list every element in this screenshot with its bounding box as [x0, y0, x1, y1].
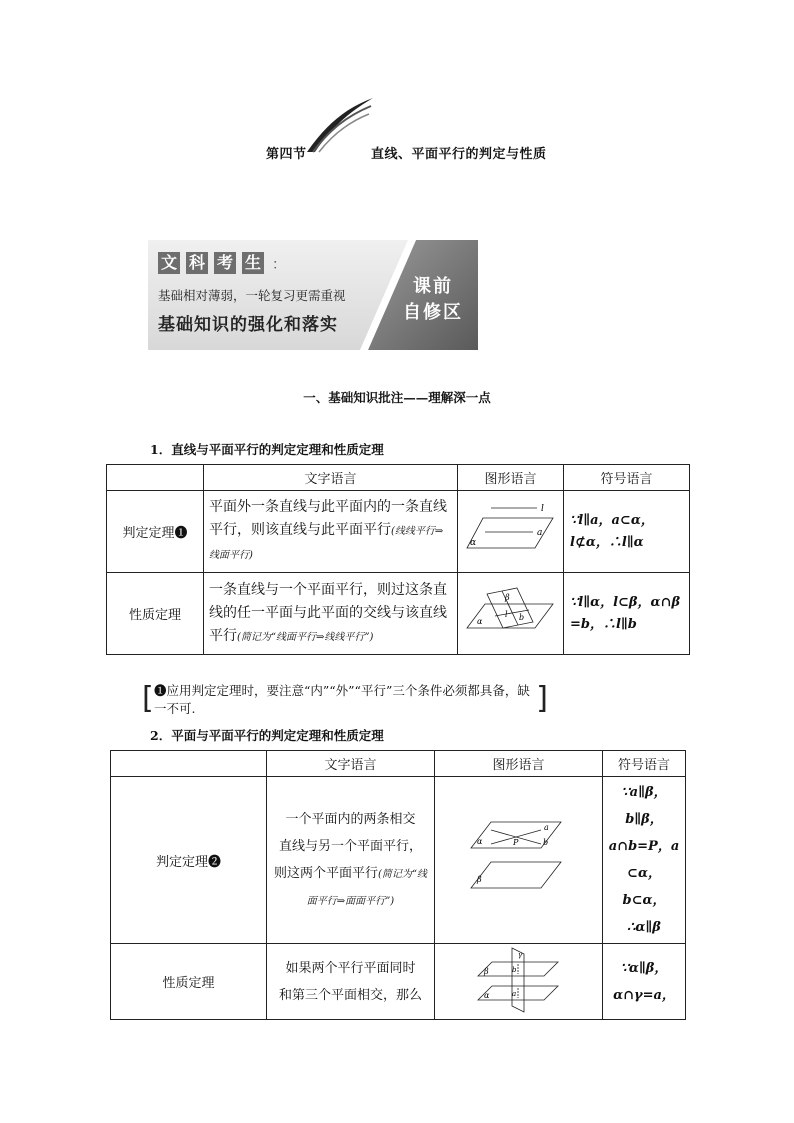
- header-cell: 图形语言: [435, 751, 603, 777]
- text-language-cell: [204, 491, 458, 573]
- header-cell: [111, 751, 267, 777]
- left-bracket: [: [142, 681, 154, 716]
- symbol-line: α∩γ=a，: [613, 987, 675, 1003]
- line-plane-parallel-table: [106, 464, 690, 655]
- banner-right-label: [394, 274, 472, 326]
- theorem-line-text: 则这两个平面平行: [273, 866, 378, 881]
- symbol-line: l⊄α，∴l∥α: [570, 534, 644, 550]
- label-a: a: [536, 527, 542, 538]
- banner-tag-char: 科: [186, 252, 208, 274]
- figure-cell: [435, 944, 603, 1020]
- symbol-line: ⊂α，: [627, 866, 661, 881]
- text-language-cell: [204, 573, 458, 655]
- theorem-text: 平面外一条直线与此平面内的一条直线平行，则该直线与此平面平行: [209, 499, 447, 538]
- row-label: 性质定理: [107, 573, 204, 655]
- label-beta: β: [504, 592, 510, 602]
- theorem-line: [271, 860, 430, 914]
- theorem-line: 一个平面内的两条相交: [285, 812, 416, 827]
- section-number: 第四节: [266, 147, 307, 162]
- text-language-cell: [267, 944, 435, 1020]
- table-row: [111, 944, 686, 1020]
- theorem-note: (简记为“线面平行⇒面面平行”): [306, 869, 428, 907]
- section-title: 直线、平面平行的判定与性质: [371, 147, 547, 162]
- theorem-line: 和第三个平面相交，那么: [278, 987, 422, 1003]
- banner: [148, 240, 478, 350]
- symbol-line: ∵l∥α，l⊂β，α∩β: [570, 594, 681, 610]
- right-bracket: ]: [536, 681, 548, 716]
- figure-cell: [458, 573, 564, 655]
- banner-right-line1: 课前: [413, 276, 453, 297]
- symbol-line: b∥β，: [625, 812, 663, 827]
- swoosh-logo-icon: [305, 96, 375, 154]
- banner-subtitle: 基础相对薄弱，一轮复习更需重视: [158, 288, 346, 303]
- symbol-cell: [564, 491, 690, 573]
- header-cell: 符号语言: [603, 751, 686, 777]
- label-beta: β: [483, 966, 489, 976]
- symbol-line: b⊂α，: [622, 893, 666, 908]
- symbol-line: ∵l∥a，a⊂α，: [570, 512, 654, 528]
- label-b: b: [542, 838, 548, 847]
- label-P: P: [512, 838, 518, 847]
- label-alpha: α: [476, 616, 482, 626]
- label-b: b: [518, 612, 524, 622]
- banner-tag-char: 生: [242, 252, 264, 274]
- table-row: [111, 777, 686, 944]
- text-language-cell: [267, 777, 435, 944]
- subheading-plane-plane: 2．平面与平面平行的判定定理和性质定理: [150, 728, 384, 743]
- symbol-line: ∵a∥β，: [621, 785, 667, 800]
- plane-plane-parallel-table: [110, 750, 686, 1020]
- two-planes-parallel-figure: [469, 818, 569, 898]
- symbol-line: ∵α∥β，: [620, 960, 668, 976]
- header-cell: [107, 465, 204, 491]
- header-cell: 图形语言: [458, 465, 564, 491]
- banner-tag-char: 文: [158, 252, 180, 274]
- theorem-line: 如果两个平行平面同时: [285, 960, 416, 976]
- label-l: l: [540, 503, 544, 514]
- section-heading: 一、基础知识批注——理解深一点: [303, 390, 491, 405]
- label-gamma: γ: [517, 950, 522, 959]
- symbol-line: =b，∴l∥b: [570, 616, 637, 632]
- label-beta: β: [476, 875, 482, 884]
- line-parallel-plane-figure: [465, 502, 557, 558]
- third-plane-intersection-figure: [474, 946, 564, 1014]
- plane-intersection-figure: [465, 584, 557, 640]
- banner-colon: ：: [272, 257, 286, 273]
- header-cell: 文字语言: [267, 751, 435, 777]
- label-alpha: α: [483, 990, 489, 1000]
- note-text: ❶应用判定定理时，要注意“内”“外”“平行”三个条件必须都具备，缺一不可.: [154, 683, 530, 716]
- table-header-row: [107, 465, 690, 491]
- label-alpha: α: [469, 537, 476, 548]
- symbol-line: a∩b=P，a: [608, 839, 680, 854]
- symbol-cell: [564, 573, 690, 655]
- label-b: b: [511, 965, 516, 974]
- banner-tag-char: 考: [214, 252, 236, 274]
- figure-cell: [435, 777, 603, 944]
- annotation-note: [142, 681, 548, 718]
- subheading-line-plane: 1．直线与平面平行的判定定理和性质定理: [150, 442, 384, 457]
- label-l: l: [504, 609, 508, 619]
- row-label: 性质定理: [111, 944, 267, 1020]
- figure-cell: [458, 491, 564, 573]
- theorem-note: (简记为“线面平行⇒线线平行”): [237, 631, 374, 643]
- label-alpha: α: [476, 837, 482, 846]
- label-a: a: [511, 989, 516, 998]
- header-cell: 文字语言: [204, 465, 458, 491]
- table-header-row: [111, 751, 686, 777]
- theorem-note: (线线平行⇒线面平行): [209, 526, 444, 561]
- row-label: 判定定理❷: [111, 777, 267, 944]
- symbol-line: ∴α∥β: [627, 920, 661, 935]
- symbol-cell: [603, 944, 686, 1020]
- theorem-text: 一条直线与一个平面平行，则过这条直线的任一平面与此平面的交线与该直线平行: [209, 581, 447, 644]
- header-cell: 符号语言: [564, 465, 690, 491]
- table-row: [107, 491, 690, 573]
- theorem-line: 直线与另一个平面平行，: [278, 839, 422, 854]
- row-label: 判定定理❶: [107, 491, 204, 573]
- table-row: [107, 573, 690, 655]
- banner-main-text: 基础知识的强化和落实: [158, 315, 338, 335]
- banner-right-line2: 自修区: [403, 302, 463, 323]
- symbol-cell: [603, 777, 686, 944]
- label-a: a: [543, 823, 549, 832]
